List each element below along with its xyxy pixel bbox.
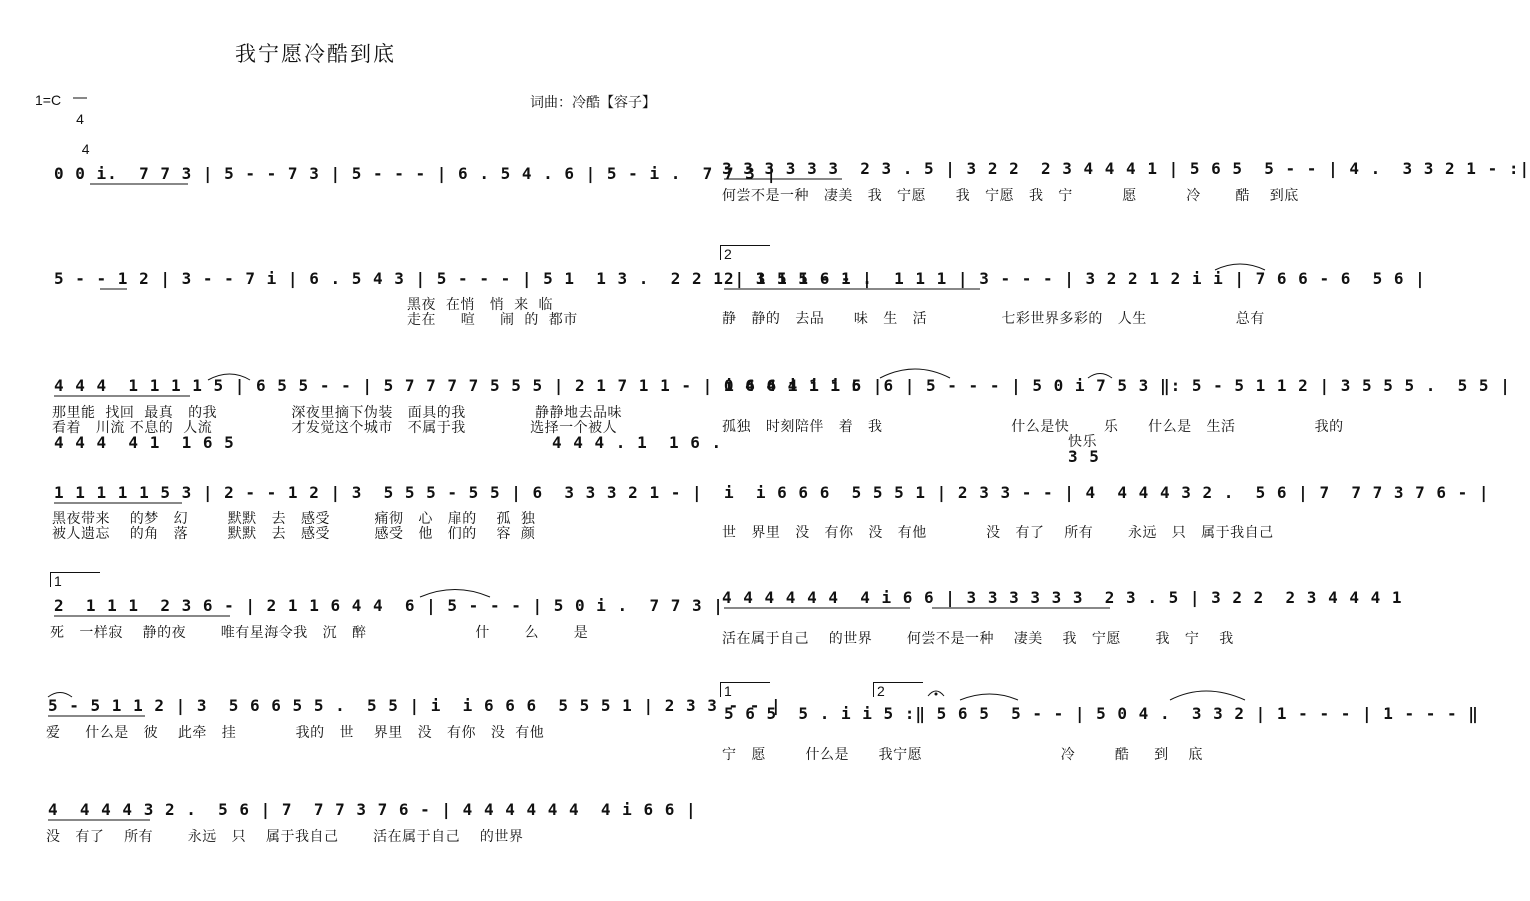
right-row4-lyrics: 世 界里 没 有你 没 有他 没 有了 所有 永远 只 属于我自己 xyxy=(722,525,1274,541)
key-signature: 1=C xyxy=(35,92,62,108)
left-row1-notes: 0 0 i. 7 7 3 | 5 - - 7 3 | 5 - - - | 6 . 5 4 . 6 | 5 - i . 7 7 3 | xyxy=(54,164,778,183)
right-row4-notes: i i 6 6 6 5 5 5 1 | 2 3 3 - - | 4 4 4 4 3 2 . 5 6 | 7 7 7 3 7 6 - | xyxy=(724,483,1490,502)
time-signature-bottom: 4 xyxy=(81,141,90,157)
time-signature xyxy=(74,82,90,157)
right-row6-notes: 5 6 5 5 . i i 5 :‖ 5 6 5 5 - - | 5 0 4 . 3 3 2 | 1 - - - | 1 - - - ‖ xyxy=(724,704,1479,723)
right-row3-alt-lyrics: 快乐 xyxy=(1068,434,1097,450)
left-row3-notes: 4 4 4 1 1 1 1 5 | 6 5 5 - - | 5 7 7 7 7 5 5 5 | 2 1 7 1 1 - | 0 4 4 4 1 1 6 | xyxy=(54,376,884,395)
right-row3-lyrics: 孤独 时刻陪伴 着 我 什么是快 乐 什么是 生活 我的 xyxy=(722,419,1344,435)
left-row4-notes: 1 1 1 1 1 5 3 | 2 - - 1 2 | 3 5 5 5 - 5 5 | 6 3 3 3 2 1 - | xyxy=(54,483,703,502)
left-row2-lyrics-1: 黑夜 在悄 悄 来 临 xyxy=(407,297,554,313)
time-signature-top: 4 xyxy=(76,111,84,127)
right-row6-lyrics: 宁 愿 什么是 我宁愿 冷 酷 到 底 xyxy=(722,747,1203,763)
left-row7-notes: 4 4 4 4 3 2 . 5 6 | 7 7 7 3 7 6 - | 4 4 4 4 4 4 4 i 6 6 | xyxy=(48,800,697,819)
right-row2-lyrics: 静 静的 去品 味 生 活 七彩世界多彩的 人生 总有 xyxy=(722,311,1265,327)
left-row6-notes: 5 - 5 1 1 2 | 3 5 6 6 5 5 . 5 5 | i i 6 6 6 5 5 5 1 | 2 3 3 - - | xyxy=(48,696,782,715)
left-row4-lyrics-1: 黑夜带来 的梦 幻 默默 去 感受 痛彻 心 扉的 孤 独 xyxy=(52,511,536,527)
right-row2-notes: 2 1 1 1 6 1 . 1 1 1 | 3 - - - | 3 2 2 1 2 i i | 7 6 6 - 6 5 6 | xyxy=(724,269,1426,288)
left-row5-lyrics: 死 一样寂 静的夜 唯有星海令我 沉 醉 什 么 是 xyxy=(50,625,589,641)
left-row2-notes: 5 - - 1 2 | 3 - - 7 i | 6 . 5 4 3 | 5 - - - | 5 1 1 3 . 2 2 1 | 3 5 5 - - | xyxy=(54,269,873,288)
right-volta-2: 2 xyxy=(720,245,770,260)
right-row5-notes: 4 4 4 4 4 4 4 i 6 6 | 3 3 3 3 3 3 2 3 . 5 | 3 2 2 2 3 4 4 4 1 xyxy=(722,588,1403,607)
right-row3-alt-notes: 3 5 xyxy=(1068,447,1100,466)
left-row7-lyrics: 没 有了 所有 永远 只 属于我自己 活在属于自己 的世界 xyxy=(46,829,524,845)
right-row3-notes: i 6 6 i i i 5 6 | 5 - - - | 5 0 i 7 5 3 ‖: 5 - 5 1 1 2 | 3 5 5 5 . 5 5 | xyxy=(724,376,1511,395)
left-row2-lyrics-2: 走在 喧 闹 的 都市 xyxy=(407,312,578,328)
right-row1-notes: 3 3 3 3 3 3 2 3 . 5 | 3 2 2 2 3 4 4 4 1 | 5 6 5 5 - - | 4 . 3 3 2 1 - :| xyxy=(722,159,1530,178)
credits: 词曲：冷酷【容子】 xyxy=(530,95,656,111)
left-row3-alt-notes-2: 4 4 4 . 1 1 6 . xyxy=(552,433,723,452)
right-row1-lyrics: 何尝不是一种 凄美 我 宁愿 我 宁愿 我 宁 愿 冷 酷 到底 xyxy=(722,188,1299,204)
left-volta-1: 1 xyxy=(50,572,100,587)
right-volta-2b: 2 xyxy=(873,682,923,697)
song-title: 我宁愿冷酷到底 xyxy=(235,42,396,66)
right-row5-lyrics: 活在属于自己 的世界 何尝不是一种 凄美 我 宁愿 我 宁 我 xyxy=(722,631,1234,647)
left-row3-lyrics-2: 看着 川流 不息的 人流 才发觉这个城市 不属于我 选择一个被人 xyxy=(52,420,618,436)
right-volta-1: 1 xyxy=(720,682,770,697)
left-row5-notes: 2 1 1 1 2 3 6 - | 2 1 1 6 4 4 6 | 5 - - - | 5 0 i . 7 7 3 | xyxy=(54,596,724,615)
left-row6-lyrics: 爱 什么是 彼 此牵 挂 我的 世 界里 没 有你 没 有他 xyxy=(46,725,545,741)
left-row3-lyrics-1: 那里能 找回 最真 的我 深夜里摘下伪装 面具的我 静静地去品味 xyxy=(52,405,623,421)
left-row3-alt-notes-1: 4 4 4 4 1 1 6 5 xyxy=(54,433,235,452)
left-row4-lyrics-2: 被人遗忘 的角 落 默默 去 感受 感受 他 们的 容 颜 xyxy=(52,526,536,542)
